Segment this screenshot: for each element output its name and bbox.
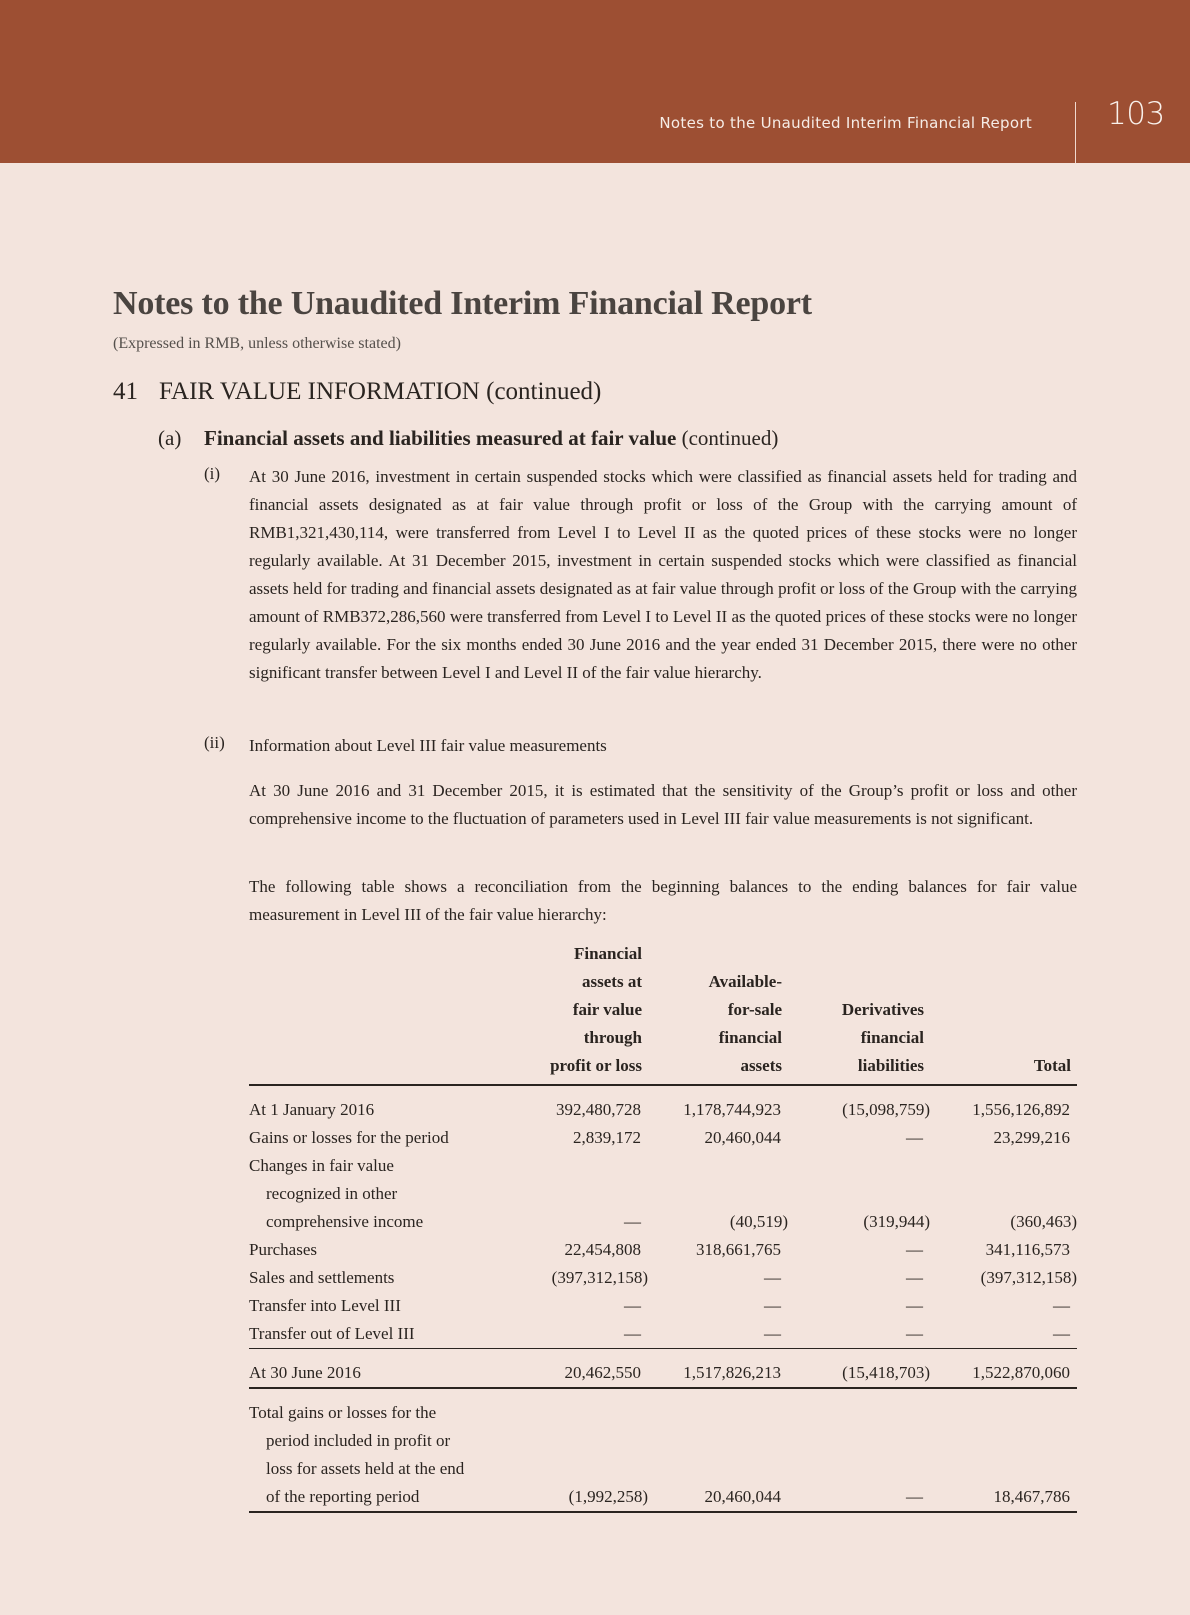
cell-value: — <box>624 1212 641 1231</box>
cell-value: — <box>624 1324 641 1343</box>
cell-value: (360,463) <box>1010 1212 1077 1231</box>
table-spacer <box>249 1388 1077 1399</box>
header-divider <box>1075 102 1076 163</box>
row-label: Transfer out of Level III <box>249 1324 415 1343</box>
cell-value: (40,519) <box>729 1212 788 1231</box>
column-header-line: Derivatives <box>841 1000 924 1019</box>
item-ii-paragraph-2: The following table shows a reconciliation from the beginning balances to the ending balances for fair value measurement in Level III of the fair value hierarchy: <box>249 877 1077 924</box>
column-header-label <box>249 940 505 1085</box>
section-title: FAIR VALUE INFORMATION <box>159 378 480 405</box>
cell-value: 18,467,786 <box>930 1399 1077 1512</box>
item-ii-heading: Information about Level III fair value measurements <box>249 736 607 755</box>
cell-value: 392,480,728 <box>556 1100 641 1119</box>
column-header <box>648 940 788 1085</box>
cell-value: (397,312,158) <box>551 1268 648 1287</box>
level-iii-reconciliation-table <box>249 940 1077 1513</box>
table-row <box>249 1096 1077 1124</box>
section-suffix: (continued) <box>486 378 602 405</box>
column-header <box>930 940 1077 1085</box>
cell-value: (397,312,158) <box>980 1268 1077 1287</box>
table-header-row <box>249 940 1077 1085</box>
cell-value: 2,839,172 <box>573 1128 641 1147</box>
row-label: Changes in fair value recognized in other comprehensive income <box>249 1156 424 1231</box>
cell-value: — <box>764 1324 781 1343</box>
item-i-paragraph: At 30 June 2016, investment in certain suspended stocks which were classified as financial assets held for trading and financial assets designated as at fair value through profit or loss of the Group with the carrying amount of RMB1,321,430,114, were transferred from Level I to Level II as the quoted prices of these stocks were no longer regularly available. At 31 December 2015, investment in certain suspended stocks which were classified as financial assets held for trading and financial assets designated as at fair value through profit or loss of the Group with the carrying amount of RMB372,286,560 were transferred from Level I to Level II as the quoted prices of these stocks were no longer regularly available. For the six months ended 30 June 2016 and the year ended 31 December 2015, there were no other significant transfer between Level I and Level II of the fair value hierarchy. <box>249 467 1077 682</box>
row-label: Transfer into Level III <box>249 1296 401 1315</box>
cell-value: — <box>1053 1324 1070 1343</box>
column-header-line: Total <box>1033 1056 1071 1075</box>
header-banner <box>0 0 1190 163</box>
subsection-label: (a) <box>158 426 182 450</box>
row-label: At 30 June 2016 <box>249 1359 505 1388</box>
table-spacer <box>249 1085 1077 1096</box>
column-header <box>788 940 930 1085</box>
row-label: Purchases <box>249 1240 317 1259</box>
cell-value: — <box>906 1324 923 1343</box>
column-header-line: fair value <box>572 1000 642 1019</box>
column-header-line: Available- <box>708 972 782 991</box>
cell-value: 20,460,044 <box>704 1128 781 1147</box>
closing-balance-row <box>249 1359 1077 1388</box>
cell-value: (319,944) <box>863 1212 930 1231</box>
column-header-line: assets <box>740 1056 782 1075</box>
row-label: At 1 January 2016 <box>249 1100 375 1119</box>
running-title: Notes to the Unaudited Interim Financial Report <box>659 114 1032 132</box>
column-header-line: financial <box>718 1028 782 1047</box>
cell-value: 20,460,044 <box>648 1399 788 1512</box>
cell-value: (15,098,759) <box>842 1100 930 1119</box>
column-header <box>505 940 648 1085</box>
table-spacer <box>249 1349 1077 1360</box>
cell-value: — <box>906 1240 923 1259</box>
section-number: 41 <box>113 378 138 405</box>
cell-value: — <box>624 1296 641 1315</box>
column-header-line: through <box>583 1028 642 1047</box>
cell-value: — <box>788 1399 930 1512</box>
cell-value: — <box>764 1268 781 1287</box>
subsection-suffix: (continued) <box>681 426 779 450</box>
table-row <box>249 1124 1077 1152</box>
cell-value: 23,299,216 <box>993 1128 1070 1147</box>
cell-value: 1,178,744,923 <box>683 1100 781 1119</box>
row-label: Total gains or losses for the period included in profit or loss for assets held at the end of the reporting period <box>249 1399 505 1512</box>
cell-value: (15,418,703) <box>788 1359 930 1388</box>
row-label: Sales and settlements <box>249 1268 395 1287</box>
cell-value: 22,454,808 <box>564 1240 641 1259</box>
subsection-heading <box>158 426 778 451</box>
table-row <box>249 1152 1077 1236</box>
column-header-line: Financial <box>573 944 642 963</box>
cell-value: 341,116,573 <box>985 1240 1070 1259</box>
table-row <box>249 1236 1077 1264</box>
page-title: Notes to the Unaudited Interim Financial Report <box>113 285 812 322</box>
total-gains-row <box>249 1399 1077 1512</box>
column-header-line: assets at <box>582 972 642 991</box>
table-row <box>249 1264 1077 1292</box>
column-header-line: financial <box>860 1028 924 1047</box>
subsection-title: Financial assets and liabilities measured at fair value <box>204 426 677 450</box>
cell-value: 318,661,765 <box>696 1240 781 1259</box>
cell-value: 1,556,126,892 <box>972 1100 1070 1119</box>
cell-value: — <box>906 1128 923 1147</box>
row-label: Gains or losses for the period <box>249 1128 449 1147</box>
page-subtitle: (Expressed in RMB, unless otherwise stated) <box>113 335 401 352</box>
item-label-i: (i) <box>204 464 221 483</box>
cell-value: 1,522,870,060 <box>930 1359 1077 1388</box>
item-label-ii: (ii) <box>204 733 225 752</box>
section-heading <box>113 378 601 406</box>
column-header-line: profit or loss <box>550 1056 642 1075</box>
cell-value: — <box>1053 1296 1070 1315</box>
cell-value: — <box>906 1296 923 1315</box>
cell-value: — <box>764 1296 781 1315</box>
column-header-line: liabilities <box>857 1056 924 1075</box>
page-number: 103 <box>1107 96 1165 132</box>
cell-value: — <box>906 1268 923 1287</box>
table-row <box>249 1320 1077 1349</box>
item-ii-paragraph-1: At 30 June 2016 and 31 December 2015, it is estimated that the sensitivity of the Group’s profit or loss and other comprehensive income to the fluctuation of parameters used in Level III fair value measurements is not significant. <box>249 781 1077 828</box>
column-header-line: for-sale <box>727 1000 782 1019</box>
cell-value: (1,992,258) <box>505 1399 648 1512</box>
cell-value: 1,517,826,213 <box>648 1359 788 1388</box>
table-row <box>249 1292 1077 1320</box>
cell-value: 20,462,550 <box>505 1359 648 1388</box>
